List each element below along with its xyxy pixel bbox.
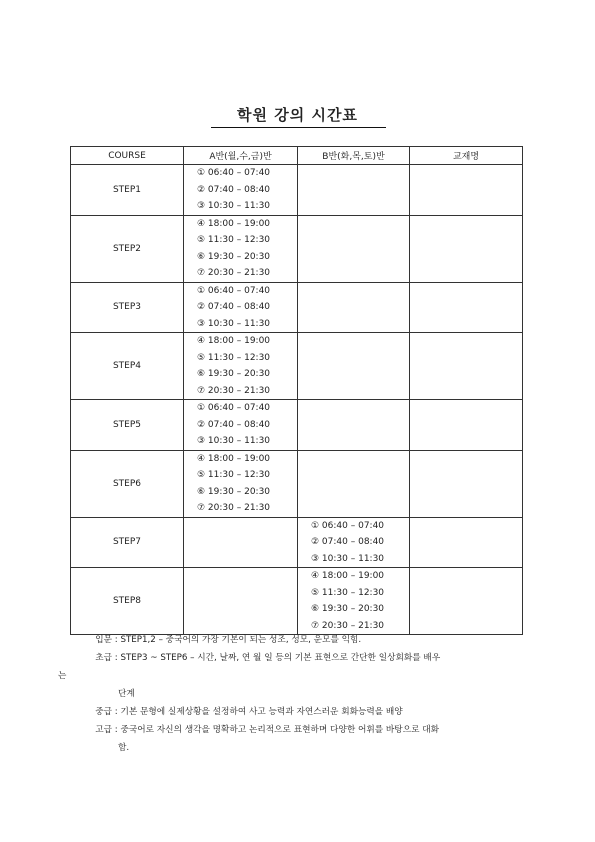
note-text-wrap: 단계 <box>118 689 135 699</box>
note-intermediate: 중급 : 기본 문형에 실제상황을 설정하여 사고 능력과 자연스러운 회화능력을 배양 <box>70 703 530 721</box>
note-beginner-wrap-2 <box>70 685 530 703</box>
course-cell: STEP7 <box>71 517 184 568</box>
textbook-cell <box>410 165 523 216</box>
time-slot: ② 07:40 – 08:40 <box>197 302 271 312</box>
class-b-slots <box>298 215 410 282</box>
note-beginner: 초급 : STEP3 ~ STEP6 – 시간, 날짜, 연 월 일 등의 기본 표현으로 간단한 일상회화를 배우 <box>70 649 530 667</box>
note-advanced: 고급 : 중국어로 자신의 생각을 명확하고 논리적으로 표현하며 다양한 어휘를 바탕으로 대화 <box>70 721 530 739</box>
time-slot: ③ 10:30 – 11:30 <box>197 436 271 446</box>
time-slot: ⑦ 20:30 – 21:30 <box>197 503 271 513</box>
table-row <box>71 568 523 635</box>
course-level-notes <box>58 631 530 757</box>
time-slot: ② 07:40 – 08:40 <box>197 184 271 195</box>
time-slot: ⑥ 19:30 – 20:30 <box>197 486 271 497</box>
class-a-slots <box>184 215 298 282</box>
course-cell: STEP4 <box>71 333 184 400</box>
table-row <box>71 282 523 333</box>
time-slot: ② 07:40 – 08:40 <box>197 419 271 430</box>
textbook-cell <box>410 517 523 568</box>
course-cell: STEP1 <box>71 165 184 216</box>
class-b-slots <box>298 568 410 635</box>
note-intro: 입문 : STEP1,2 – 중국어의 가장 기본이 되는 성조, 성모, 운모를 익힘. <box>70 631 530 649</box>
course-cell: STEP3 <box>71 282 184 333</box>
note-label: 입문 <box>95 635 112 645</box>
header-course: COURSE <box>71 147 184 165</box>
course-cell: STEP8 <box>71 568 184 635</box>
class-a-slots <box>184 165 298 216</box>
table-row <box>71 400 523 451</box>
time-slot: ③ 10:30 – 11:30 <box>311 553 385 564</box>
table-row <box>71 333 523 400</box>
table-row <box>71 215 523 282</box>
time-slot: ④ 18:00 – 19:00 <box>197 336 271 346</box>
time-slot: ⑤ 11:30 – 12:30 <box>197 235 271 245</box>
time-slot: ④ 18:00 – 19:00 <box>197 453 271 464</box>
note-text: STEP1,2 – 중국어의 가장 기본이 되는 성조, 성모, 운모를 익힘. <box>120 635 362 645</box>
time-slot: ① 06:40 – 07:40 <box>197 285 271 296</box>
table-row <box>71 165 523 216</box>
class-b-slots <box>298 333 410 400</box>
note-label: 고급 <box>95 725 112 735</box>
class-a-slots <box>184 517 298 568</box>
time-slot: ⑥ 19:30 – 20:30 <box>197 369 271 379</box>
class-b-slots <box>298 450 410 517</box>
textbook-cell <box>410 282 523 333</box>
course-cell: STEP6 <box>71 450 184 517</box>
note-label: 중급 <box>95 707 112 717</box>
header-class-b: B반(화,목,토)반 <box>298 147 410 165</box>
course-cell: STEP2 <box>71 215 184 282</box>
course-cell: STEP5 <box>71 400 184 451</box>
note-advanced-wrap <box>70 739 530 757</box>
class-a-slots <box>184 568 298 635</box>
note-text: 중국어로 자신의 생각을 명확하고 논리적으로 표현하며 다양한 어휘를 바탕으로 대화 <box>120 725 440 735</box>
time-slot: ④ 18:00 – 19:00 <box>311 571 385 581</box>
class-a-slots <box>184 450 298 517</box>
class-a-slots <box>184 333 298 400</box>
class-b-slots <box>298 517 410 568</box>
time-slot: ② 07:40 – 08:40 <box>311 537 385 547</box>
class-b-slots <box>298 282 410 333</box>
textbook-cell <box>410 215 523 282</box>
time-slot: ③ 10:30 – 11:30 <box>197 201 271 211</box>
class-a-slots <box>184 282 298 333</box>
class-a-slots <box>184 400 298 451</box>
time-slot: ⑦ 20:30 – 21:30 <box>197 385 271 396</box>
textbook-cell <box>410 450 523 517</box>
note-text: STEP3 ~ STEP6 – 시간, 날짜, 연 월 일 등의 기본 표현으로 간단한 일상회화를 배우 <box>120 653 441 663</box>
class-b-slots <box>298 400 410 451</box>
note-beginner-wrap <box>58 667 530 685</box>
time-slot: ⑥ 19:30 – 20:30 <box>197 251 271 262</box>
title-underline <box>211 127 386 128</box>
table-row <box>71 517 523 568</box>
textbook-cell <box>410 333 523 400</box>
note-text-wrap: 함. <box>118 743 130 753</box>
note-text: 기본 문형에 실제상황을 설정하여 사고 능력과 자연스러운 회화능력을 배양 <box>120 707 403 717</box>
table-row <box>71 450 523 517</box>
page-title: 학원 강의 시간표 <box>237 106 358 124</box>
time-slot: ⑦ 20:30 – 21:30 <box>197 268 271 278</box>
time-slot: ① 06:40 – 07:40 <box>311 520 385 531</box>
time-slot: ③ 10:30 – 11:30 <box>197 318 271 329</box>
header-row <box>71 147 523 165</box>
time-slot: ⑤ 11:30 – 12:30 <box>197 470 271 480</box>
class-b-slots <box>298 165 410 216</box>
time-slot: ⑥ 19:30 – 20:30 <box>311 604 385 614</box>
time-slot: ④ 18:00 – 19:00 <box>197 218 271 229</box>
time-slot: ① 06:40 – 07:40 <box>197 403 271 413</box>
time-slot: ① 06:40 – 07:40 <box>197 168 271 178</box>
time-slot: ⑤ 11:30 – 12:30 <box>197 352 271 363</box>
header-class-a: A반(월,수,금)반 <box>184 147 298 165</box>
header-textbook: 교재명 <box>410 147 523 165</box>
note-text-wrap: 는 <box>58 671 67 681</box>
time-slot: ⑤ 11:30 – 12:30 <box>311 587 385 598</box>
timetable <box>70 146 523 635</box>
time-slot: ⑦ 20:30 – 21:30 <box>311 620 385 631</box>
note-label: 초급 <box>95 653 112 663</box>
textbook-cell <box>410 400 523 451</box>
textbook-cell <box>410 568 523 635</box>
